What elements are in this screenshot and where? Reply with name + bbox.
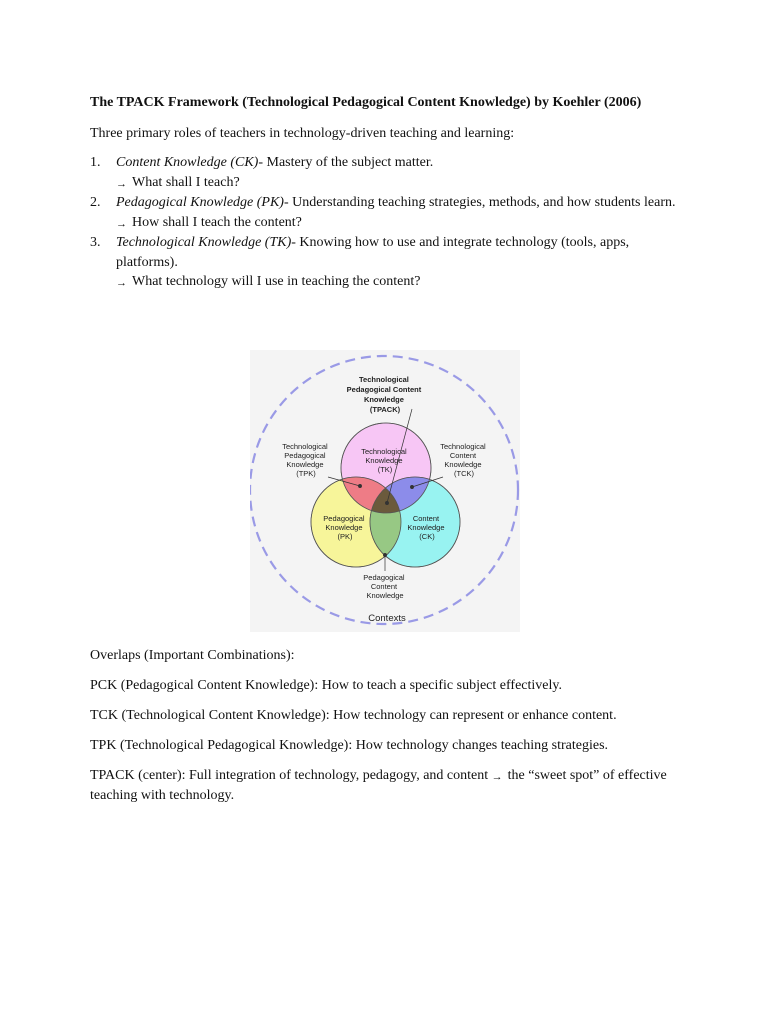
question-text: What technology will I use in teaching the content?: [132, 274, 421, 289]
role-name: Pedagogical Knowledge (PK): [116, 195, 284, 210]
question-text: How shall I teach the content?: [132, 214, 302, 230]
role-desc: - Knowing how to use and integrate technology (tools, apps, platforms).: [116, 235, 630, 270]
list-number: 3.: [90, 235, 101, 250]
tpack-prefix: TPACK (center): Full integration of technology, pedagogy, and content: [90, 768, 489, 783]
role-desc: - Understanding teaching strategies, methods, and how students learn.: [283, 195, 676, 210]
role-name: Technological Knowledge (TK): [116, 235, 292, 250]
overlap-tpack: [90, 766, 690, 805]
pck-label: Pedagogical Content Knowledge: [363, 573, 405, 600]
role-desc: - Mastery of the subject matter.: [258, 155, 434, 170]
tpack-diagram: [250, 350, 520, 632]
arrow-icon: →: [116, 217, 127, 230]
role-question: [116, 173, 690, 194]
list-item: [90, 233, 690, 293]
pk-label: Pedagogical Knowledge (PK): [323, 514, 365, 541]
list-number: 1.: [90, 155, 101, 170]
list-item: [90, 153, 690, 193]
contexts-label: Contexts: [368, 613, 406, 624]
tpack-suffix: the “sweet spot” of effective teaching with technology.: [90, 768, 667, 803]
overlap-tck: TCK (Technological Content Knowledge): How technology can represent or enhance content.: [90, 708, 617, 723]
overlaps-section: [90, 646, 690, 805]
arrow-icon: →: [116, 277, 127, 289]
overlaps-heading: Overlaps (Important Combinations):: [90, 648, 295, 663]
document-title: The TPACK Framework (Technological Pedagogical Content Knowledge) by Koehler (2006): [90, 95, 642, 110]
role-question: [116, 213, 690, 234]
document-body: [90, 93, 690, 293]
role-name: Content Knowledge (CK): [116, 155, 259, 170]
arrow-icon: →: [116, 177, 127, 190]
intro-text: Three primary roles of teachers in technology-driven teaching and learning:: [90, 126, 515, 141]
role-question: [116, 272, 690, 293]
tpack-label: Technological Pedagogical Content Knowledge (TPACK): [346, 375, 422, 414]
tk-label: Technological Knowledge (TK): [361, 447, 407, 474]
list-item: [90, 193, 690, 233]
list-number: 2.: [90, 195, 101, 210]
arrow-icon: →: [491, 771, 503, 783]
tck-label: Technological Content Knowledge (TCK): [440, 442, 486, 478]
roles-list: [90, 153, 690, 293]
tpk-label: Technological Pedagogical Knowledge (TPK): [282, 442, 328, 478]
overlap-pck: PCK (Pedagogical Content Knowledge): How to teach a specific subject effectively.: [90, 678, 562, 693]
overlap-tpk: TPK (Technological Pedagogical Knowledge): How technology changes teaching strategies.: [90, 738, 609, 753]
ck-label: Content Knowledge (CK): [407, 514, 445, 541]
question-text: What shall I teach?: [132, 174, 240, 190]
